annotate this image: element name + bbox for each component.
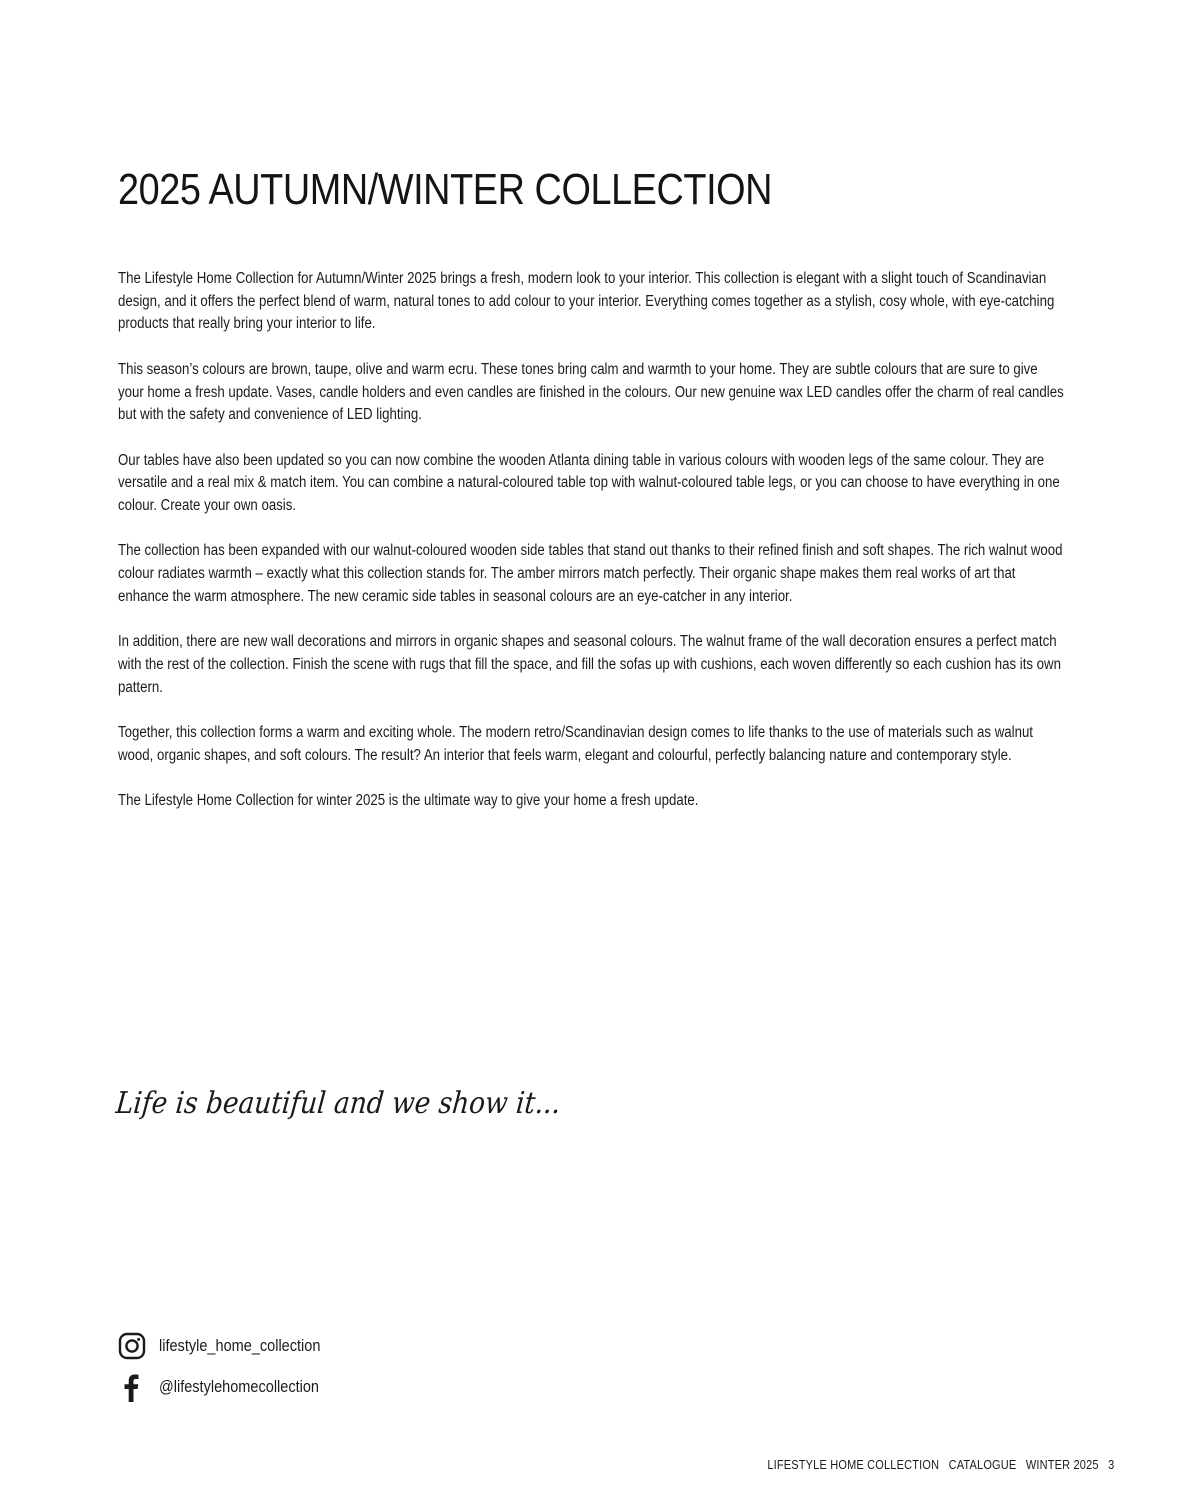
paragraph-wall-decorations: In addition, there are new wall decorations and mirrors in organic shapes and seasonal colours. The walnut frame of the wall decoration ensures a perfect match with the rest of the collection. Finish the scene with rugs that fill the space, and fill the sofas up with cushions, each woven differently so each cushion has its own pattern. — [118, 633, 1061, 696]
facebook-handle[interactable]: @lifestylehomecollection — [159, 1377, 320, 1396]
body-text — [118, 268, 1064, 835]
page-title: 2025 AUTUMN/WINTER COLLECTION — [118, 165, 773, 214]
facebook-icon — [118, 1372, 148, 1402]
instagram-icon — [118, 1331, 148, 1361]
footer-catalogue: CATALOGUE — [948, 1458, 1017, 1472]
page-footer — [761, 1458, 1114, 1472]
instagram-link[interactable] — [118, 1330, 342, 1362]
paragraph-colours: This season’s colours are brown, taupe, olive and warm ecru. These tones bring calm and warmth to your home. They are subtle colours that are sure to give your home a fresh update. Vases, candle holders and even candles are finished in the colours. Our new genuine wax LED candles offer the charm of real candles but with the safety and convenience of LED lighting. — [118, 360, 1064, 424]
paragraph-closing: The Lifestyle Home Collection for winter 2025 is the ultimate way to give your home a fresh update. — [118, 792, 699, 810]
facebook-link[interactable] — [118, 1371, 341, 1403]
paragraph-tables: Our tables have also been updated so you can now combine the wooden Atlanta dining table in various colours with wooden legs of the same colour. They are versatile and a real mix & match item. You can combine a natural-coloured table top with walnut-coloured table legs, or you can choose to have everything in one colour. Create your own oasis. — [118, 451, 1060, 514]
tagline: Life is beautiful and we show it... — [114, 1086, 563, 1121]
paragraph-intro: The Lifestyle Home Collection for Autumn/Winter 2025 brings a fresh, modern look to your interior. This collection is elegant with a slight touch of Scandinavian design, and it offers the perfect blend of warm, natural tones to add colour to your interior. Everything comes together as a stylish, cosy whole, with eye-catching products that really bring your interior to life. — [118, 270, 1055, 333]
page-number: 3 — [1107, 1458, 1114, 1472]
footer-brand: LIFESTYLE HOME COLLECTION — [766, 1458, 939, 1472]
paragraph-summary: Together, this collection forms a warm and exciting whole. The modern retro/Scandinavian design comes to life thanks to the use of materials such as walnut wood, organic shapes, and soft colours. The result? An interior that feels warm, elegant and colourful, perfectly balancing nature and contemporary style. — [118, 723, 1033, 764]
footer-season: WINTER 2025 — [1025, 1458, 1099, 1472]
instagram-handle[interactable]: lifestyle_home_collection — [159, 1336, 321, 1355]
paragraph-side-tables: The collection has been expanded with our walnut-coloured wooden side tables that stand out thanks to their refined finish and soft shapes. The rich walnut wood colour radiates warmth – exactly what this collection stands for. The amber mirrors match perfectly. Their organic shape makes them real works of art that enhance the warm atmosphere. The new ceramic side tables in seasonal colours are an eye-catcher in any interior. — [118, 542, 1063, 605]
